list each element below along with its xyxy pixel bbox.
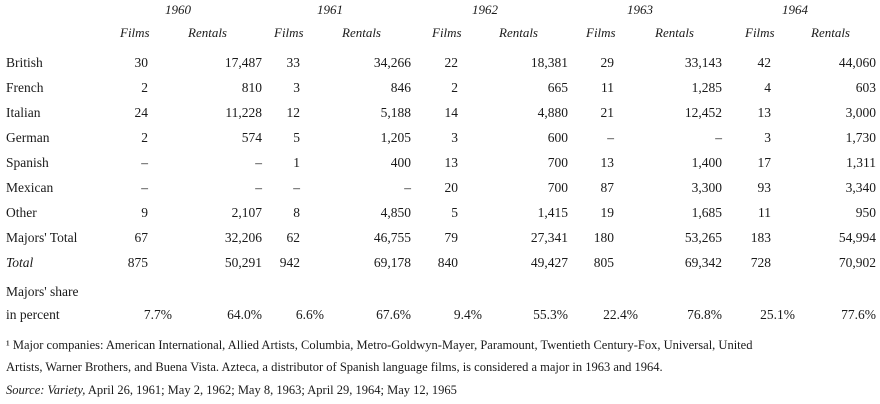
share-cell: 76.8% <box>687 307 722 322</box>
share-label: Majors' share <box>6 284 79 299</box>
films-column-header: Films <box>120 25 150 40</box>
rentals-cell: 50,291 <box>224 255 262 270</box>
films-cell: 3 <box>451 130 458 145</box>
rentals-column-header: Rentals <box>499 25 538 40</box>
films-cell: 24 <box>134 105 148 120</box>
rentals-cell: – <box>255 180 262 195</box>
rentals-column-header: Rentals <box>188 25 227 40</box>
films-column-header: Films <box>274 25 304 40</box>
rentals-column-header: Rentals <box>342 25 381 40</box>
source-label: Source: Variety, <box>6 383 86 397</box>
footnote-line: Artists, Warner Brothers, and Buena Vista. Azteca, a distributor of Spanish language films, is considered a major in 1963 and 1964. <box>6 360 663 374</box>
rentals-cell: 17,487 <box>224 55 262 70</box>
films-cell: 30 <box>134 55 148 70</box>
rentals-column-header: Rentals <box>811 25 850 40</box>
films-cell: 3 <box>293 80 300 95</box>
films-cell: 29 <box>600 55 614 70</box>
share-cell: 25.1% <box>760 307 795 322</box>
films-cell: 2 <box>141 130 148 145</box>
rentals-cell: 44,060 <box>838 55 876 70</box>
source-text: April 26, 1961; May 2, 1962; May 8, 1963; April 29, 1964; May 12, 1965 <box>85 383 457 397</box>
rentals-column-header: Rentals <box>655 25 694 40</box>
rentals-cell: 3,340 <box>845 180 876 195</box>
rentals-cell: 3,000 <box>845 105 876 120</box>
year-header: 1963 <box>627 2 653 17</box>
row-label: Majors' Total <box>6 230 78 245</box>
row-label: Italian <box>6 105 41 120</box>
films-cell: 8 <box>293 205 300 220</box>
rentals-cell: 4,850 <box>380 205 411 220</box>
rentals-cell: 11,228 <box>225 105 262 120</box>
rentals-cell: 3,300 <box>691 180 722 195</box>
rentals-cell: 1,400 <box>691 155 722 170</box>
rentals-cell: 846 <box>390 80 411 95</box>
films-cell: – <box>141 155 148 170</box>
rentals-cell: 603 <box>855 80 876 95</box>
films-cell: 875 <box>127 255 148 270</box>
rentals-cell: 46,755 <box>373 230 411 245</box>
rentals-cell: 1,285 <box>691 80 722 95</box>
rentals-cell: 1,205 <box>380 130 411 145</box>
films-cell: 11 <box>601 80 614 95</box>
footnote-line: ¹ Major companies: American International, Allied Artists, Columbia, Metro-Goldwyn-Mayer, Paramount, Twentieth Century-Fox, Universal, United <box>6 338 753 352</box>
films-cell: 805 <box>593 255 614 270</box>
films-cell: 180 <box>593 230 614 245</box>
year-header: 1960 <box>165 2 191 17</box>
share-cell: 9.4% <box>453 307 482 322</box>
films-cell: 20 <box>444 180 458 195</box>
source-citation <box>6 383 457 398</box>
rentals-cell: 12,452 <box>684 105 722 120</box>
rentals-cell: 18,381 <box>530 55 568 70</box>
rentals-cell: 53,265 <box>684 230 722 245</box>
rentals-cell: 665 <box>547 80 568 95</box>
films-cell: 12 <box>286 105 300 120</box>
year-header: 1961 <box>317 2 343 17</box>
rentals-cell: 1,415 <box>537 205 568 220</box>
rentals-cell: 950 <box>855 205 876 220</box>
rentals-cell: – <box>715 130 722 145</box>
films-cell: 19 <box>600 205 614 220</box>
rentals-cell: 69,178 <box>373 255 411 270</box>
films-cell: 5 <box>451 205 458 220</box>
rentals-cell: 34,266 <box>373 55 411 70</box>
row-label: Spanish <box>6 155 49 170</box>
share-cell: 7.7% <box>143 307 172 322</box>
films-cell: 728 <box>750 255 771 270</box>
rentals-cell: 32,206 <box>224 230 262 245</box>
films-cell: 4 <box>764 80 771 95</box>
films-cell: 13 <box>757 105 771 120</box>
films-cell: 5 <box>293 130 300 145</box>
rentals-cell: 70,902 <box>838 255 876 270</box>
rentals-cell: 600 <box>547 130 568 145</box>
rentals-cell: 33,143 <box>684 55 722 70</box>
films-cell: 33 <box>286 55 300 70</box>
rentals-cell: 4,880 <box>537 105 568 120</box>
films-cell: 840 <box>437 255 458 270</box>
row-label: Total <box>6 255 34 270</box>
rentals-cell: 1,685 <box>691 205 722 220</box>
films-cell: 1 <box>293 155 300 170</box>
rentals-cell: 49,427 <box>530 255 568 270</box>
share-cell: 67.6% <box>376 307 411 322</box>
films-cell: 3 <box>764 130 771 145</box>
share-cell: 6.6% <box>295 307 324 322</box>
films-cell: 13 <box>444 155 458 170</box>
share-cell: 55.3% <box>533 307 568 322</box>
row-label: French <box>6 80 44 95</box>
row-label: German <box>6 130 50 145</box>
films-cell: 62 <box>286 230 300 245</box>
share-cell: 64.0% <box>227 307 262 322</box>
rentals-cell: 27,341 <box>530 230 568 245</box>
films-cell: 42 <box>757 55 771 70</box>
films-cell: 9 <box>141 205 148 220</box>
rentals-cell: 5,188 <box>380 105 411 120</box>
films-column-header: Films <box>745 25 775 40</box>
rentals-cell: 1,311 <box>846 155 876 170</box>
films-cell: – <box>141 180 148 195</box>
share-label-line2: in percent <box>6 307 60 322</box>
films-cell: 79 <box>444 230 458 245</box>
films-cell: 183 <box>750 230 771 245</box>
share-cell: 22.4% <box>603 307 638 322</box>
films-cell: 13 <box>600 155 614 170</box>
films-cell: – <box>607 130 614 145</box>
films-cell: 22 <box>444 55 458 70</box>
films-column-header: Films <box>586 25 616 40</box>
films-cell: 21 <box>600 105 614 120</box>
rentals-cell: 810 <box>241 80 262 95</box>
rentals-cell: 574 <box>241 130 262 145</box>
rentals-cell: 400 <box>390 155 411 170</box>
share-cell: 77.6% <box>841 307 876 322</box>
rentals-cell: 69,342 <box>684 255 722 270</box>
films-cell: 2 <box>141 80 148 95</box>
films-cell: 2 <box>451 80 458 95</box>
year-header: 1964 <box>782 2 808 17</box>
films-cell: 67 <box>134 230 148 245</box>
row-label: Mexican <box>6 180 54 195</box>
films-cell: 942 <box>279 255 300 270</box>
rentals-cell: 1,730 <box>845 130 876 145</box>
films-column-header: Films <box>432 25 462 40</box>
row-label: British <box>6 55 43 70</box>
rentals-cell: 700 <box>547 155 568 170</box>
rentals-cell: – <box>404 180 411 195</box>
rentals-cell: 700 <box>547 180 568 195</box>
rentals-cell: – <box>255 155 262 170</box>
year-header: 1962 <box>472 2 498 17</box>
films-cell: 93 <box>757 180 771 195</box>
films-cell: 11 <box>758 205 771 220</box>
films-cell: 17 <box>757 155 771 170</box>
films-cell: 14 <box>444 105 458 120</box>
rentals-cell: 54,994 <box>838 230 876 245</box>
rentals-cell: 2,107 <box>231 205 262 220</box>
films-cell: – <box>293 180 300 195</box>
films-cell: 87 <box>600 180 614 195</box>
row-label: Other <box>6 205 37 220</box>
